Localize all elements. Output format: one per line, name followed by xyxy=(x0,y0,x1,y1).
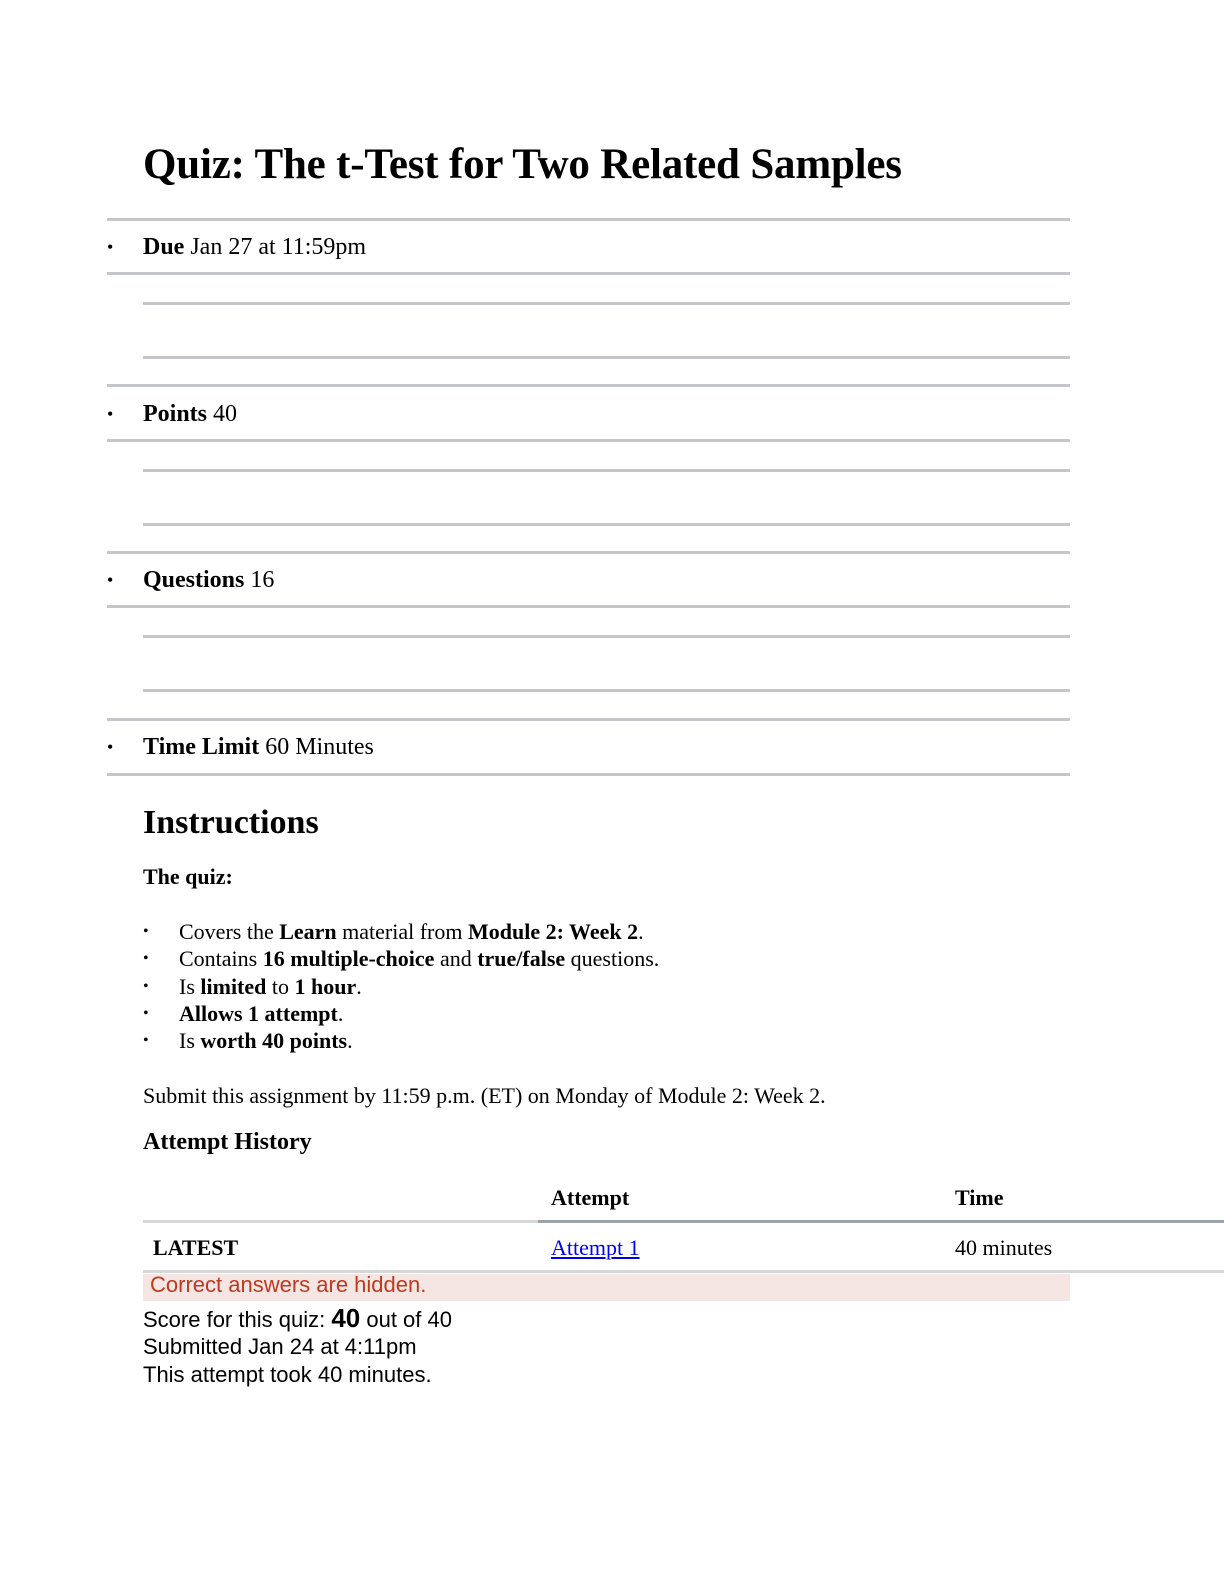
divider xyxy=(107,218,1070,221)
attempt-status: LATEST xyxy=(153,1235,239,1260)
divider xyxy=(107,718,1070,721)
list-item: • Contains 16 multiple-choice and true/false questions. xyxy=(143,946,660,972)
table-header-rule xyxy=(538,1220,1224,1223)
meta-label: Questions xyxy=(143,567,245,593)
list-item: • Covers the Learn material from Module 2: Week 2. xyxy=(143,919,644,944)
page-title: Quiz: The t-Test for Two Related Samples xyxy=(143,141,902,188)
meta-label: Points xyxy=(143,401,208,427)
divider xyxy=(107,439,1070,442)
list-item: • Is worth 40 points. xyxy=(143,1028,353,1054)
column-header-time: Time xyxy=(955,1185,1004,1210)
divider xyxy=(143,635,1070,638)
divider xyxy=(107,551,1070,554)
meta-label: Due xyxy=(143,234,185,260)
divider xyxy=(143,356,1070,359)
meta-value: 60 Minutes xyxy=(265,734,374,760)
score-value: 40 xyxy=(331,1303,361,1333)
bullet-icon: • xyxy=(143,923,149,940)
answers-hidden-notice xyxy=(143,1274,1070,1301)
submitted-line: Submitted Jan 24 at 4:11pm xyxy=(143,1334,417,1359)
bullet-icon: • xyxy=(143,950,149,968)
attempt-time: 40 minutes xyxy=(955,1235,1053,1260)
bullet-icon: • xyxy=(107,570,114,590)
instructions-list xyxy=(143,918,659,1054)
divider xyxy=(143,469,1070,472)
bullet-icon: • xyxy=(107,237,114,257)
column-header-attempt: Attempt xyxy=(551,1185,630,1210)
bullet-icon: • xyxy=(143,977,149,995)
bullet-icon: • xyxy=(143,1032,149,1050)
divider xyxy=(143,689,1070,692)
meta-value: 16 xyxy=(250,567,275,593)
list-item: • Is limited to 1 hour. xyxy=(143,973,362,999)
score-line: Score for this quiz: 40 out of 40 xyxy=(143,1303,452,1333)
divider xyxy=(143,523,1070,526)
divider xyxy=(107,384,1070,387)
list-item: • Allows 1 attempt. xyxy=(143,1000,344,1026)
instructions-heading: Instructions xyxy=(143,804,319,841)
instructions-subheading: The quiz: xyxy=(143,864,233,889)
answers-hidden-text: Correct answers are hidden. xyxy=(150,1272,427,1297)
meta-label: Time Limit xyxy=(143,734,260,760)
duration-line: This attempt took 40 minutes. xyxy=(143,1362,432,1387)
bullet-icon: • xyxy=(107,404,114,424)
meta-value: 40 xyxy=(213,401,238,427)
bullet-icon: • xyxy=(143,1004,149,1022)
divider xyxy=(107,773,1070,776)
table-header-rule xyxy=(143,1220,538,1223)
bullet-icon: • xyxy=(107,737,114,757)
divider xyxy=(143,302,1070,305)
meta-value: Jan 27 at 11:59pm xyxy=(190,234,367,260)
attempt-history-heading: Attempt History xyxy=(143,1129,312,1155)
divider xyxy=(107,605,1070,608)
submit-note: Submit this assignment by 11:59 p.m. (ET) on Monday of Module 2: Week 2. xyxy=(143,1083,826,1108)
attempt-link[interactable]: Attempt 1 xyxy=(551,1235,640,1260)
divider xyxy=(107,272,1070,275)
